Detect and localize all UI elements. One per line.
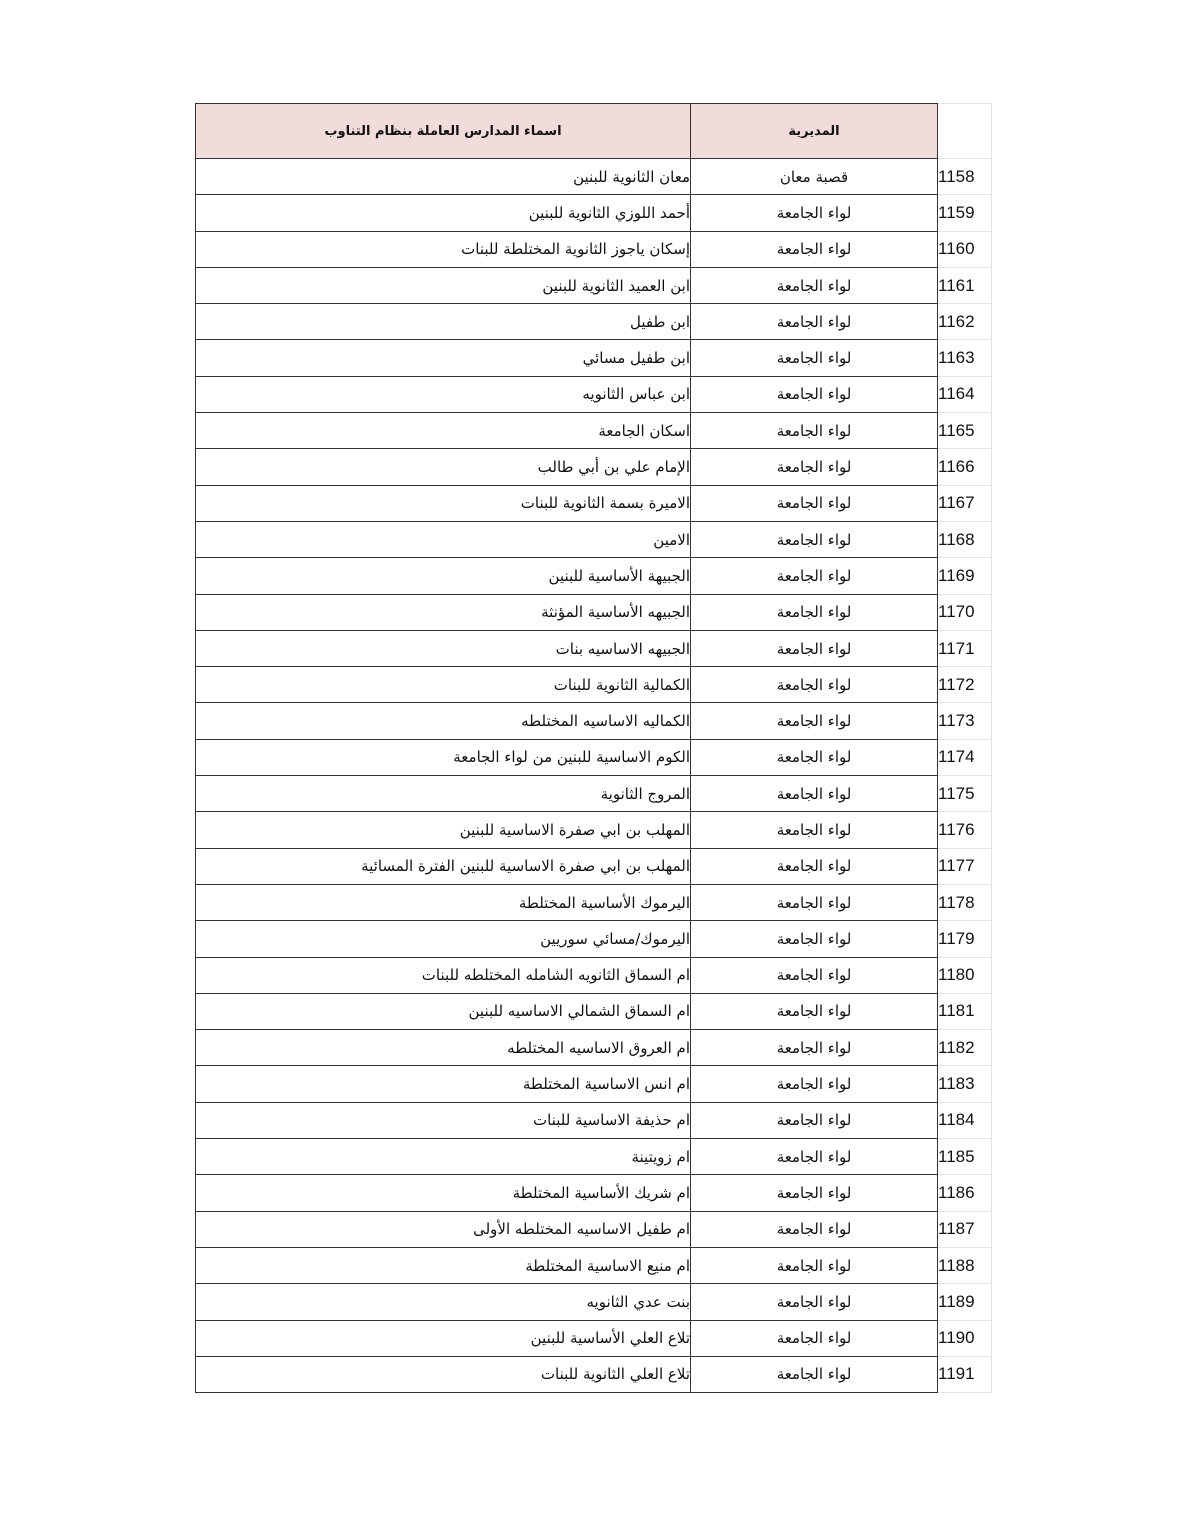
row-number-cell: 1191 bbox=[938, 1356, 992, 1392]
row-number-cell: 1161 bbox=[938, 267, 992, 303]
directorate-cell: لواء الجامعة bbox=[691, 1175, 938, 1211]
school-name-cell: اسكان الجامعة bbox=[196, 413, 691, 449]
row-number-cell: 1186 bbox=[938, 1175, 992, 1211]
directorate-cell: لواء الجامعة bbox=[691, 776, 938, 812]
school-name-cell: المروج الثانوية bbox=[196, 776, 691, 812]
school-name-cell: ام السماق الشمالي الاساسيه للبنين bbox=[196, 993, 691, 1029]
table-row bbox=[196, 1030, 992, 1066]
directorate-cell: لواء الجامعة bbox=[691, 304, 938, 340]
school-name-cell: اليرموك/مسائي سوريين bbox=[196, 921, 691, 957]
row-number-cell: 1172 bbox=[938, 667, 992, 703]
table-row bbox=[196, 1284, 992, 1320]
row-number-cell: 1159 bbox=[938, 195, 992, 231]
school-name-cell: ام شريك الأساسية المختلطة bbox=[196, 1175, 691, 1211]
directorate-cell: لواء الجامعة bbox=[691, 703, 938, 739]
row-number-cell: 1175 bbox=[938, 776, 992, 812]
school-name-cell: ام طفيل الاساسيه المختلطه الأولى bbox=[196, 1211, 691, 1247]
row-number-cell: 1169 bbox=[938, 558, 992, 594]
table-row bbox=[196, 1139, 992, 1175]
table-row bbox=[196, 594, 992, 630]
directorate-cell: لواء الجامعة bbox=[691, 884, 938, 920]
row-number-cell: 1188 bbox=[938, 1247, 992, 1283]
directorate-cell: لواء الجامعة bbox=[691, 630, 938, 666]
directorate-cell: لواء الجامعة bbox=[691, 558, 938, 594]
directorate-cell: لواء الجامعة bbox=[691, 1030, 938, 1066]
school-name-cell: الكوم الاساسية للبنين من لواء الجامعة bbox=[196, 739, 691, 775]
table-row bbox=[196, 812, 992, 848]
table-row bbox=[196, 703, 992, 739]
directorate-cell: لواء الجامعة bbox=[691, 993, 938, 1029]
directorate-cell: لواء الجامعة bbox=[691, 1247, 938, 1283]
directorate-cell: لواء الجامعة bbox=[691, 848, 938, 884]
table-row bbox=[196, 195, 992, 231]
school-name-cell: الكماليه الاساسيه المختلطه bbox=[196, 703, 691, 739]
table-row bbox=[196, 993, 992, 1029]
table-row bbox=[196, 340, 992, 376]
table-row bbox=[196, 884, 992, 920]
school-name-cell: تلاع العلي الثانوية للبنات bbox=[196, 1356, 691, 1392]
table-row bbox=[196, 1247, 992, 1283]
school-name-cell: ام السماق الثانويه الشامله المختلطه للبنات bbox=[196, 957, 691, 993]
row-number-cell: 1180 bbox=[938, 957, 992, 993]
directorate-cell: لواء الجامعة bbox=[691, 1139, 938, 1175]
table-row bbox=[196, 957, 992, 993]
table-row bbox=[196, 1175, 992, 1211]
table-row bbox=[196, 231, 992, 267]
table-row bbox=[196, 558, 992, 594]
table-row bbox=[196, 485, 992, 521]
row-number-cell: 1174 bbox=[938, 739, 992, 775]
header-directorate: المديرية bbox=[691, 104, 938, 159]
row-number-cell: 1160 bbox=[938, 231, 992, 267]
table-row bbox=[196, 1320, 992, 1356]
directorate-cell: لواء الجامعة bbox=[691, 739, 938, 775]
directorate-cell: لواء الجامعة bbox=[691, 1102, 938, 1138]
table-row bbox=[196, 739, 992, 775]
school-name-cell: إسكان ياجوز الثانوية المختلطة للبنات bbox=[196, 231, 691, 267]
school-name-cell: بنت عدي الثانويه bbox=[196, 1284, 691, 1320]
schools-sheet bbox=[195, 103, 991, 1393]
table-row bbox=[196, 667, 992, 703]
row-number-cell: 1163 bbox=[938, 340, 992, 376]
directorate-cell: لواء الجامعة bbox=[691, 340, 938, 376]
row-number-cell: 1187 bbox=[938, 1211, 992, 1247]
table-row bbox=[196, 630, 992, 666]
school-name-cell: ام العروق الاساسيه المختلطه bbox=[196, 1030, 691, 1066]
directorate-cell: لواء الجامعة bbox=[691, 921, 938, 957]
table-row bbox=[196, 1066, 992, 1102]
row-number-cell: 1177 bbox=[938, 848, 992, 884]
table-row bbox=[196, 1356, 992, 1392]
row-number-cell: 1183 bbox=[938, 1066, 992, 1102]
school-name-cell: ابن عباس الثانويه bbox=[196, 376, 691, 412]
row-number-cell: 1184 bbox=[938, 1102, 992, 1138]
directorate-cell: لواء الجامعة bbox=[691, 521, 938, 557]
table-row bbox=[196, 267, 992, 303]
school-name-cell: ابن العميد الثانوية للبنين bbox=[196, 267, 691, 303]
rotation-schools-table bbox=[195, 103, 992, 1393]
school-name-cell: المهلب بن ابي صفرة الاساسية للبنين bbox=[196, 812, 691, 848]
row-number-cell: 1162 bbox=[938, 304, 992, 340]
directorate-cell: لواء الجامعة bbox=[691, 1066, 938, 1102]
row-number-cell: 1176 bbox=[938, 812, 992, 848]
school-name-cell: ام زويتينة bbox=[196, 1139, 691, 1175]
table-row bbox=[196, 1211, 992, 1247]
header-number bbox=[938, 104, 992, 159]
school-name-cell: الجبيهه الاساسيه بنات bbox=[196, 630, 691, 666]
row-number-cell: 1158 bbox=[938, 159, 992, 195]
school-name-cell: معان الثانوية للبنين bbox=[196, 159, 691, 195]
directorate-cell: لواء الجامعة bbox=[691, 485, 938, 521]
table-row bbox=[196, 413, 992, 449]
directorate-cell: لواء الجامعة bbox=[691, 231, 938, 267]
row-number-cell: 1171 bbox=[938, 630, 992, 666]
school-name-cell: الجبيهة الأساسية للبنين bbox=[196, 558, 691, 594]
directorate-cell: لواء الجامعة bbox=[691, 413, 938, 449]
school-name-cell: الامين bbox=[196, 521, 691, 557]
school-name-cell: أحمد اللوزي الثانوية للبنين bbox=[196, 195, 691, 231]
directorate-cell: لواء الجامعة bbox=[691, 195, 938, 231]
table-row bbox=[196, 159, 992, 195]
table-row bbox=[196, 449, 992, 485]
directorate-cell: لواء الجامعة bbox=[691, 1284, 938, 1320]
school-name-cell: ابن طفيل bbox=[196, 304, 691, 340]
table-row bbox=[196, 848, 992, 884]
directorate-cell: لواء الجامعة bbox=[691, 1356, 938, 1392]
table-row bbox=[196, 376, 992, 412]
row-number-cell: 1181 bbox=[938, 993, 992, 1029]
directorate-cell: لواء الجامعة bbox=[691, 594, 938, 630]
school-name-cell: المهلب بن ابي صفرة الاساسية للبنين الفترة المسائية bbox=[196, 848, 691, 884]
row-number-cell: 1178 bbox=[938, 884, 992, 920]
directorate-cell: قصبة معان bbox=[691, 159, 938, 195]
directorate-cell: لواء الجامعة bbox=[691, 376, 938, 412]
school-name-cell: ابن طفيل مسائي bbox=[196, 340, 691, 376]
row-number-cell: 1173 bbox=[938, 703, 992, 739]
table-row bbox=[196, 921, 992, 957]
directorate-cell: لواء الجامعة bbox=[691, 667, 938, 703]
row-number-cell: 1185 bbox=[938, 1139, 992, 1175]
school-name-cell: ام منيع الاساسية المختلطة bbox=[196, 1247, 691, 1283]
table-header-row bbox=[196, 104, 992, 159]
table-body bbox=[196, 159, 992, 1393]
row-number-cell: 1179 bbox=[938, 921, 992, 957]
school-name-cell: الاميرة بسمة الثانوية للبنات bbox=[196, 485, 691, 521]
school-name-cell: ام حذيفة الاساسية للبنات bbox=[196, 1102, 691, 1138]
directorate-cell: لواء الجامعة bbox=[691, 267, 938, 303]
table-row bbox=[196, 776, 992, 812]
table-row bbox=[196, 521, 992, 557]
directorate-cell: لواء الجامعة bbox=[691, 1320, 938, 1356]
school-name-cell: الإمام علي بن أبي طالب bbox=[196, 449, 691, 485]
school-name-cell: الكمالية الثانوية للبنات bbox=[196, 667, 691, 703]
row-number-cell: 1182 bbox=[938, 1030, 992, 1066]
row-number-cell: 1166 bbox=[938, 449, 992, 485]
table-row bbox=[196, 1102, 992, 1138]
row-number-cell: 1167 bbox=[938, 485, 992, 521]
school-name-cell: الجبيهه الأساسية المؤنثة bbox=[196, 594, 691, 630]
row-number-cell: 1170 bbox=[938, 594, 992, 630]
row-number-cell: 1165 bbox=[938, 413, 992, 449]
row-number-cell: 1164 bbox=[938, 376, 992, 412]
directorate-cell: لواء الجامعة bbox=[691, 1211, 938, 1247]
directorate-cell: لواء الجامعة bbox=[691, 957, 938, 993]
header-school-names: اسماء المدارس العاملة بنظام التناوب bbox=[196, 104, 691, 159]
directorate-cell: لواء الجامعة bbox=[691, 449, 938, 485]
school-name-cell: تلاع العلي الأساسية للبنين bbox=[196, 1320, 691, 1356]
row-number-cell: 1190 bbox=[938, 1320, 992, 1356]
row-number-cell: 1189 bbox=[938, 1284, 992, 1320]
table-row bbox=[196, 304, 992, 340]
directorate-cell: لواء الجامعة bbox=[691, 812, 938, 848]
school-name-cell: اليرموك الأساسية المختلطة bbox=[196, 884, 691, 920]
row-number-cell: 1168 bbox=[938, 521, 992, 557]
school-name-cell: ام انس الاساسية المختلطة bbox=[196, 1066, 691, 1102]
